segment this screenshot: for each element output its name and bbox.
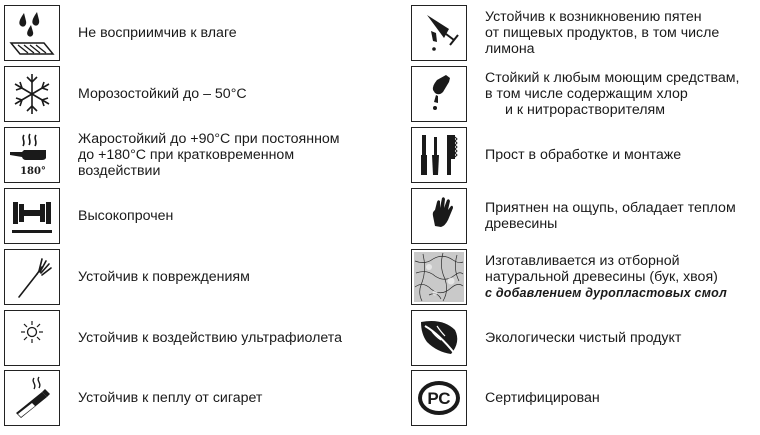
certification-mark-icon xyxy=(411,370,467,426)
feature-line: Устойчив к воздействию ультрафиолета xyxy=(78,330,343,346)
snowflake-icon xyxy=(4,66,60,122)
feature-row-uv xyxy=(4,309,342,367)
certification-mark-label: РС xyxy=(427,389,451,408)
pan-temperature-label: 180° xyxy=(20,166,46,177)
feature-row-cigarette xyxy=(4,369,262,427)
feature-row-processing xyxy=(411,126,681,184)
feature-line: Устойчив к возникновению пятен xyxy=(485,9,702,25)
feature-text xyxy=(78,330,342,346)
feature-line: Стойкий к любым моющим средствам, xyxy=(485,70,740,86)
feature-row-certified xyxy=(411,369,600,427)
feature-line: до +180°С при кратковременном xyxy=(78,147,295,163)
feature-line: Устойчив к пеплу от сигарет xyxy=(78,390,263,406)
dumbbell-icon xyxy=(4,188,60,244)
feature-text xyxy=(485,70,739,118)
feature-line: натуральной древесины (бук, хвоя) xyxy=(485,269,718,285)
feature-line: Сертифицирован xyxy=(485,390,600,406)
feature-line: от пищевых продуктов, в том числе xyxy=(485,25,720,41)
feature-text xyxy=(78,208,173,224)
feature-text xyxy=(485,330,681,346)
feature-emphasis-line: с добавлением дуропластовых смол xyxy=(485,286,727,300)
detergent-bottle-icon xyxy=(411,66,467,122)
feature-line: воздействии xyxy=(78,163,161,179)
feature-row-frost xyxy=(4,65,247,123)
feature-row-eco xyxy=(411,309,681,367)
feature-line: лимона xyxy=(485,41,535,57)
sun-icon xyxy=(4,310,60,366)
feature-text xyxy=(485,9,719,57)
feature-text xyxy=(78,131,340,179)
feature-text xyxy=(78,25,237,41)
feature-line: Морозостойкий до – 50°С xyxy=(78,86,247,102)
feature-line: и к нитрорастворителям xyxy=(505,102,665,118)
feature-line: древесины xyxy=(485,216,558,232)
feature-row-wood xyxy=(411,248,727,306)
feature-row-stains xyxy=(411,4,719,62)
feature-text xyxy=(78,86,247,102)
feature-line: Устойчив к повреждениям xyxy=(78,269,250,285)
feature-line: Экологически чистый продукт xyxy=(485,330,682,346)
feature-line: Приятнен на ощупь, обладает теплом xyxy=(485,200,736,216)
water-drops-icon xyxy=(4,5,60,61)
hand-icon xyxy=(411,188,467,244)
feature-text xyxy=(485,200,736,232)
feature-line: Жаростойкий до +90°С при постоянном xyxy=(78,131,340,147)
feature-row-moisture xyxy=(4,4,237,62)
feature-row-damage xyxy=(4,248,250,306)
feature-text xyxy=(78,390,262,406)
feature-row-strength xyxy=(4,187,173,245)
feature-line: в том числе содержащим хлор xyxy=(485,86,688,102)
feature-line: Высокопрочен xyxy=(78,208,174,224)
feature-row-heat xyxy=(4,126,340,184)
fork-icon xyxy=(4,249,60,305)
cigarette-icon xyxy=(4,370,60,426)
feature-text xyxy=(485,253,727,301)
feature-row-touch xyxy=(411,187,736,245)
spilled-glass-icon xyxy=(411,5,467,61)
feature-line: Не восприимчив к влаге xyxy=(78,25,237,41)
feature-line: Прост в обработке и монтаже xyxy=(485,147,682,163)
feature-row-detergents xyxy=(411,65,739,123)
frying-pan-icon xyxy=(4,127,60,183)
feature-text xyxy=(78,269,250,285)
feature-line: Изготавливается из отборной xyxy=(485,253,680,269)
tools-icon xyxy=(411,127,467,183)
feature-text xyxy=(485,147,681,163)
eco-leaf-icon xyxy=(411,310,467,366)
wood-texture-icon xyxy=(411,249,467,305)
feature-text xyxy=(485,390,600,406)
